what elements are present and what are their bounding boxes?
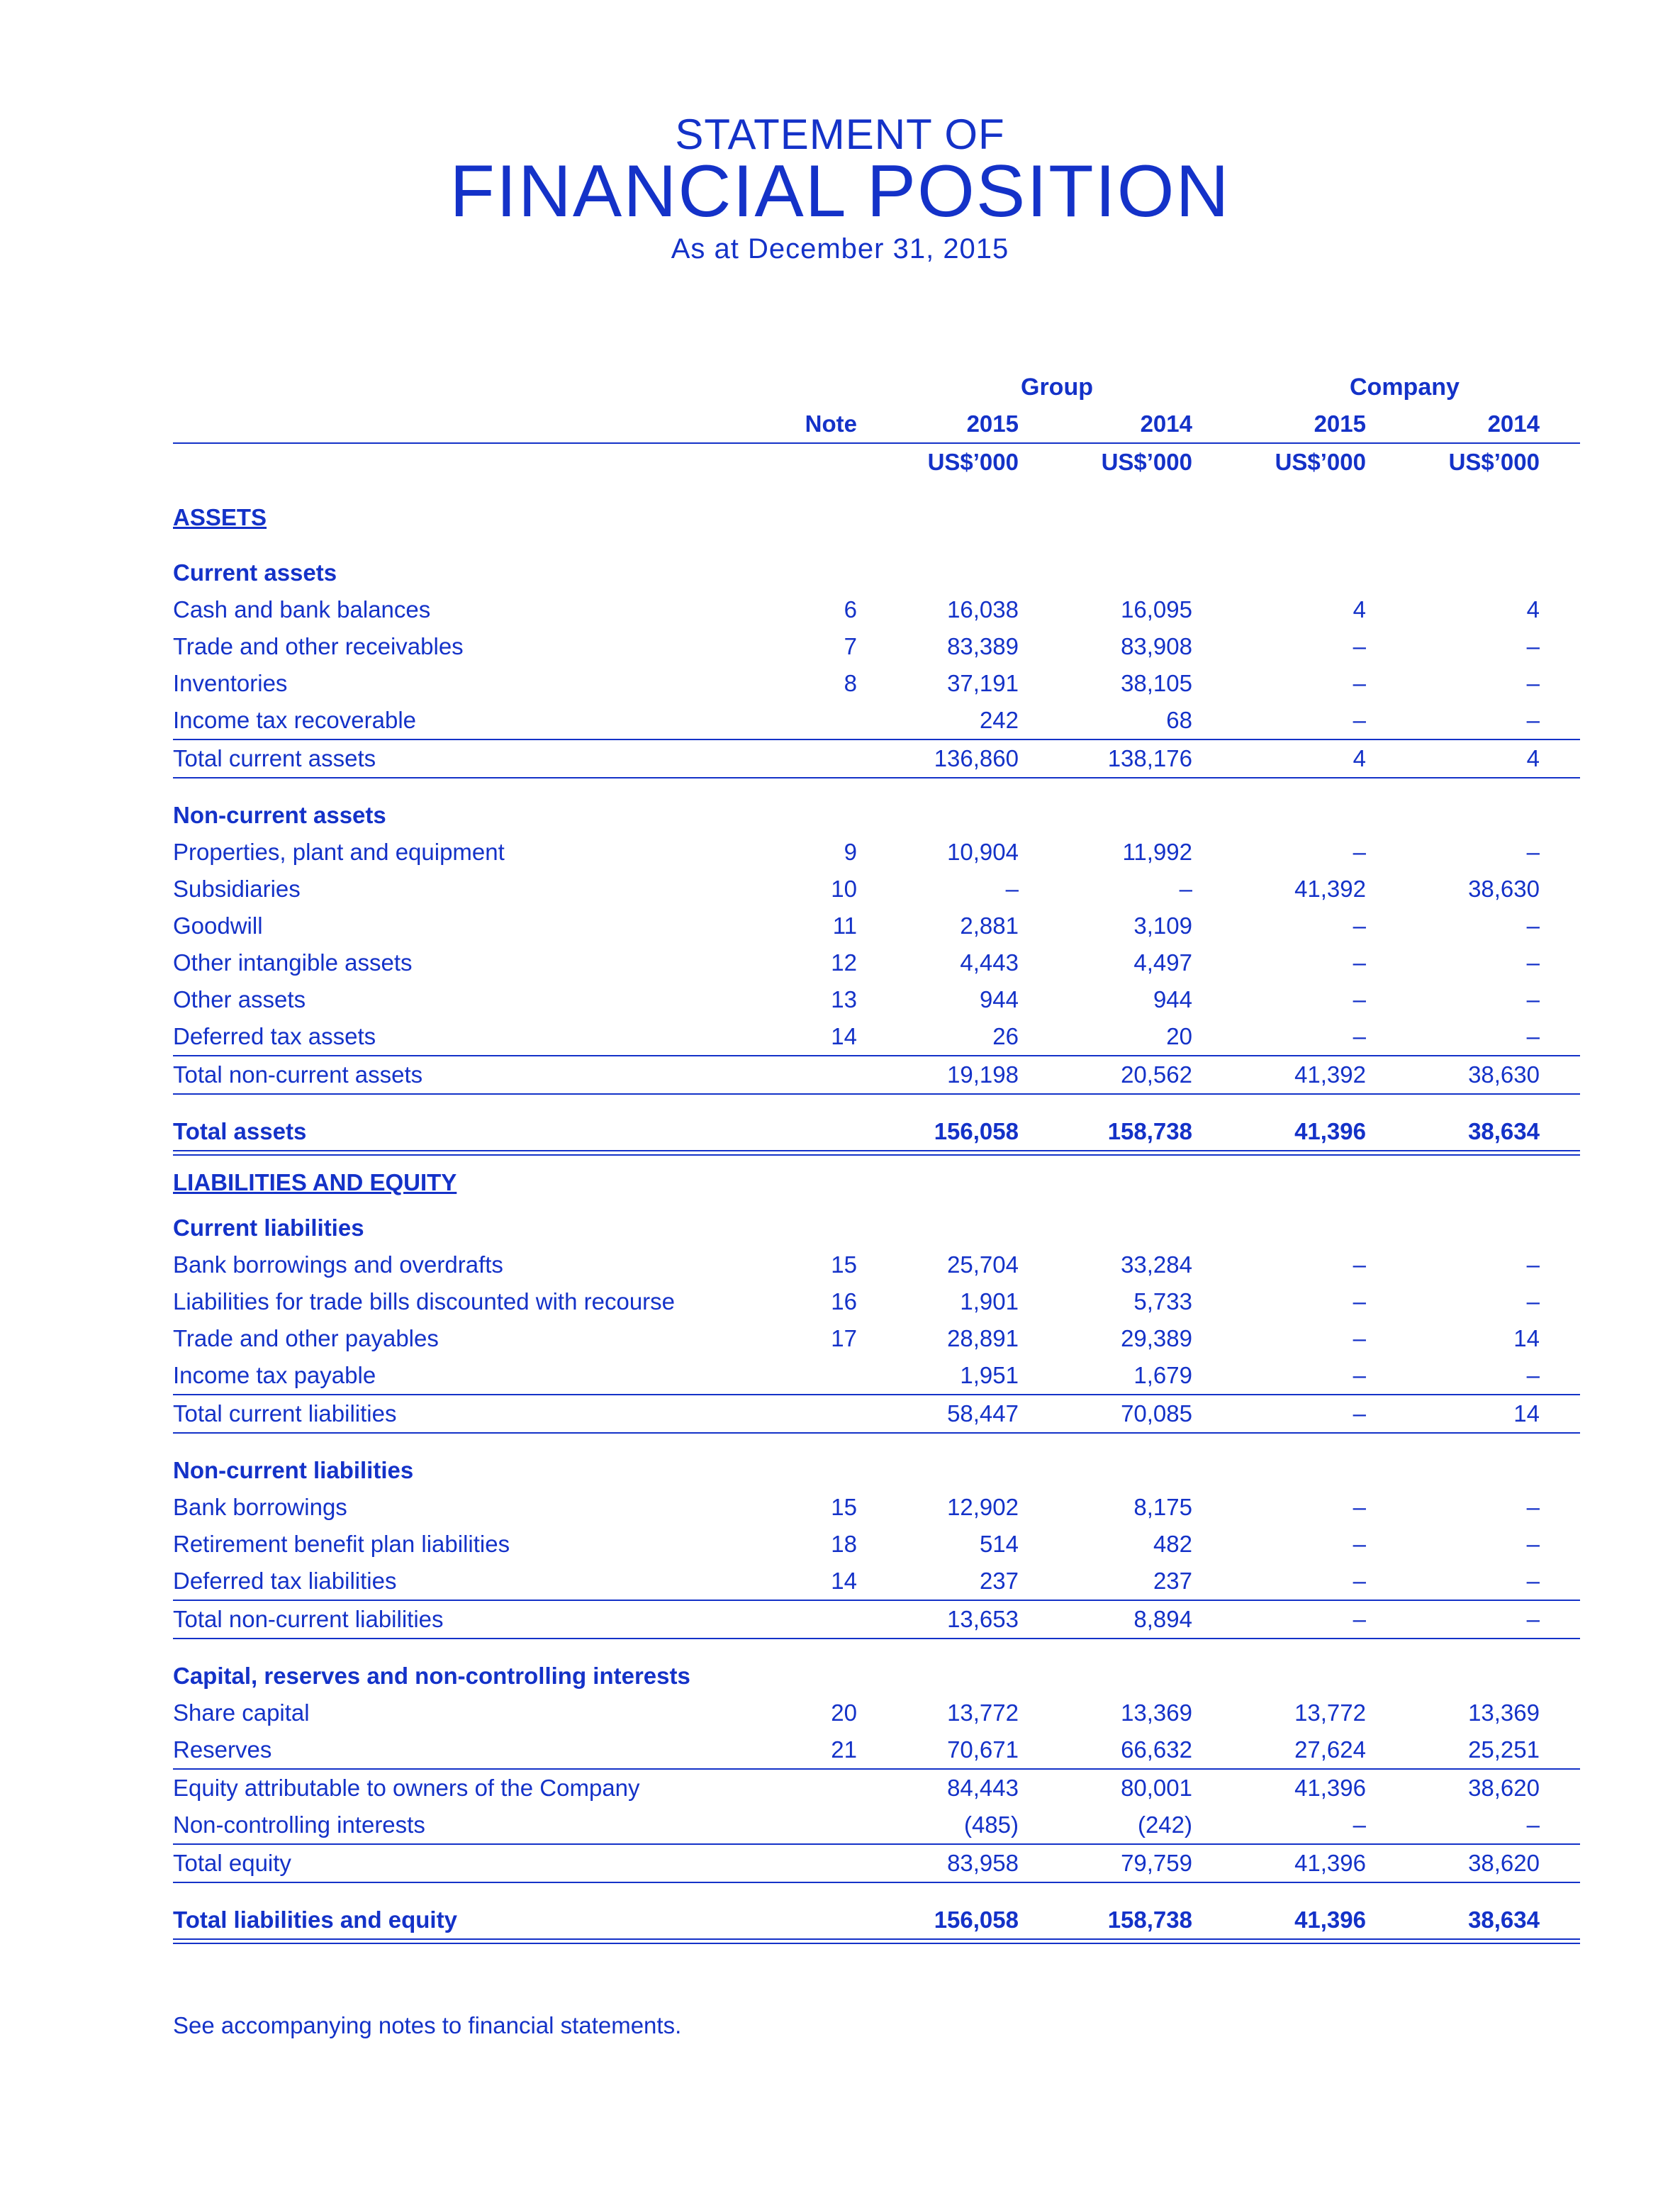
amount-cell: 83,908 [1121,633,1192,659]
amount-cell: – [1353,670,1366,696]
row-label: Bank borrowings and overdrafts [173,1251,503,1278]
amount-cell: 38,620 [1468,1850,1540,1876]
note-ref: 13 [831,986,857,1012]
amount-cell: – [1353,1531,1366,1557]
row-label: Total equity [173,1850,291,1876]
section-heading-liabilities-equity: LIABILITIES AND EQUITY [173,1169,457,1195]
amount-cell: – [1353,1251,1366,1278]
amount-cell: 16,038 [947,596,1019,623]
table-row [173,1731,1580,1768]
subsection-current-assets: Current assets [173,559,337,586]
amount-cell: 12,902 [947,1494,1019,1520]
note-ref: 15 [831,1494,857,1520]
amount-cell: 28,891 [947,1325,1019,1351]
amount-cell: – [1526,1288,1540,1315]
subsection-current-liabilities: Current liabilities [173,1215,364,1241]
amount-cell: – [1526,1023,1540,1049]
row-label: Income tax payable [173,1362,376,1388]
amount-cell: 5,733 [1133,1288,1192,1315]
note-ref: 16 [831,1288,857,1315]
amount-cell: 4,497 [1133,949,1192,976]
title-line-1: STATEMENT OF [675,111,1005,158]
table-row [173,591,1580,628]
amount-cell: 1,679 [1133,1362,1192,1388]
note-ref: 14 [831,1023,857,1049]
amount-cell: 41,396 [1294,1118,1366,1144]
note-ref: 21 [831,1736,857,1763]
amount-cell: 41,392 [1294,1061,1366,1088]
row-label: Trade and other payables [173,1325,439,1351]
amount-cell: – [1353,912,1366,939]
amount-cell: 8,894 [1133,1606,1192,1632]
amount-cell: 13,369 [1121,1699,1192,1726]
amount-cell: 25,704 [947,1251,1019,1278]
row-label: Total current assets [173,745,376,771]
note-ref: 12 [831,949,857,976]
amount-cell: 2,881 [960,912,1019,939]
table-row [173,1563,1580,1600]
note-ref: 9 [844,839,857,865]
year-header: 2015 [966,411,1019,437]
amount-cell: 20,562 [1121,1061,1192,1088]
amount-cell: 944 [979,986,1019,1012]
table-row [173,702,1580,739]
amount-cell: 237 [979,1568,1019,1594]
table-row [173,1695,1580,1731]
note-ref: 18 [831,1531,857,1557]
amount-cell: 29,389 [1121,1325,1192,1351]
group-header: Group [1021,374,1093,401]
row-label: Goodwill [173,912,263,939]
amount-cell: 38,105 [1121,670,1192,696]
note-ref: 6 [844,596,857,623]
table-row [173,1526,1580,1563]
amount-cell: 138,176 [1107,745,1192,771]
amount-cell: – [1005,876,1019,902]
amount-cell: 4,443 [960,949,1019,976]
amount-cell: 38,634 [1468,1907,1540,1933]
amount-cell: – [1526,1812,1540,1838]
total-row [173,1845,1580,1882]
amount-cell: – [1353,986,1366,1012]
amount-cell: – [1353,1568,1366,1594]
total-row [173,1395,1580,1432]
amount-cell: – [1353,633,1366,659]
amount-cell: – [1526,1606,1540,1632]
amount-cell: 14 [1513,1400,1540,1427]
note-ref: 10 [831,876,857,902]
amount-cell: 79,759 [1121,1850,1192,1876]
amount-cell: 156,058 [934,1907,1019,1933]
amount-cell: 944 [1153,986,1192,1012]
subsection-capital: Capital, reserves and non-controlling interests [173,1663,690,1689]
subtitle-date: As at December 31, 2015 [671,233,1009,264]
row-label: Retirement benefit plan liabilities [173,1531,510,1557]
row-label: Inventories [173,670,288,696]
year-header: 2014 [1487,411,1540,437]
amount-cell: – [1526,912,1540,939]
total-row [173,1601,1580,1638]
amount-cell: 70,085 [1121,1400,1192,1427]
amount-cell: 66,632 [1121,1736,1192,1763]
amount-cell: – [1526,1494,1540,1520]
row-label: Income tax recoverable [173,707,417,733]
row-label: Total current liabilities [173,1400,397,1427]
amount-cell: – [1179,876,1192,902]
amount-cell: 242 [979,707,1019,733]
amount-cell: 482 [1153,1531,1192,1557]
amount-cell: 68 [1166,707,1192,733]
amount-cell: 16,095 [1121,596,1192,623]
amount-cell: – [1353,1362,1366,1388]
amount-cell: 37,191 [947,670,1019,696]
table-row [173,1320,1580,1357]
note-ref: 15 [831,1251,857,1278]
row-label: Trade and other receivables [173,633,464,659]
amount-cell: 1,951 [960,1362,1019,1388]
amount-cell: 136,860 [934,745,1019,771]
amount-cell: 8,175 [1133,1494,1192,1520]
amount-cell: 13,369 [1468,1699,1540,1726]
amount-cell: 41,396 [1294,1850,1366,1876]
amount-cell: – [1526,670,1540,696]
row-label: Bank borrowings [173,1494,347,1520]
amount-cell: 4 [1353,745,1366,771]
table-row [173,1283,1580,1320]
note-ref: 20 [831,1699,857,1726]
row-label: Equity attributable to owners of the Company [173,1775,640,1801]
table-row [173,1246,1580,1283]
row-label: Non-controlling interests [173,1812,425,1838]
subsection-non-current-liabilities: Non-current liabilities [173,1457,414,1483]
row-label: Share capital [173,1699,310,1726]
amount-cell: – [1353,1606,1366,1632]
amount-cell: – [1353,839,1366,865]
amount-cell: 13,653 [947,1606,1019,1632]
amount-cell: 14 [1513,1325,1540,1351]
row-label: Reserves [173,1736,272,1763]
amount-cell: 11,992 [1122,839,1192,865]
amount-cell: – [1526,949,1540,976]
amount-cell: 158,738 [1107,1907,1192,1933]
row-label: Total liabilities and equity [173,1907,457,1933]
year-header: 2014 [1140,411,1192,437]
note-ref: 14 [831,1568,857,1594]
unit-header: US$’000 [1448,449,1540,475]
row-label: Liabilities for trade bills discounted with recourse [173,1288,676,1315]
amount-cell: – [1526,707,1540,733]
amount-cell: 70,671 [947,1736,1019,1763]
amount-cell: 84,443 [947,1775,1019,1801]
amount-cell: – [1353,1494,1366,1520]
amount-cell: – [1526,986,1540,1012]
note-ref: 8 [844,670,857,696]
amount-cell: 514 [979,1531,1019,1557]
amount-cell: – [1353,1288,1366,1315]
header-year-row [173,406,1580,442]
row-label: Total non-current assets [173,1061,423,1088]
total-row [173,1807,1580,1843]
amount-cell: 26 [992,1023,1019,1049]
amount-cell: 58,447 [947,1400,1019,1427]
amount-cell: (485) [963,1812,1019,1838]
note-header: Note [805,411,857,437]
amount-cell: 41,396 [1294,1775,1366,1801]
amount-cell: 41,392 [1294,876,1366,902]
total-row [173,740,1580,777]
amount-cell: 19,198 [947,1061,1019,1088]
footnote: See accompanying notes to financial statements. [173,2012,682,2038]
amount-cell: 4 [1526,596,1540,623]
table-row [173,1489,1580,1526]
amount-cell: – [1526,839,1540,865]
amount-cell: – [1353,949,1366,976]
amount-cell: 38,630 [1468,1061,1540,1088]
amount-cell: 13,772 [947,1699,1019,1726]
amount-cell: 80,001 [1121,1775,1192,1801]
amount-cell: 10,904 [947,839,1019,865]
note-ref: 17 [831,1325,857,1351]
row-label: Total non-current liabilities [173,1606,444,1632]
amount-cell: 33,284 [1121,1251,1192,1278]
year-header: 2015 [1314,411,1366,437]
row-label: Properties, plant and equipment [173,839,505,865]
amount-cell: 4 [1526,745,1540,771]
row-label: Deferred tax liabilities [173,1568,397,1594]
unit-header: US$’000 [927,449,1019,475]
amount-cell: 13,772 [1294,1699,1366,1726]
amount-cell: 1,901 [960,1288,1019,1315]
row-label: Deferred tax assets [173,1023,376,1049]
amount-cell: – [1353,1400,1366,1427]
row-label: Total assets [173,1118,307,1144]
header-group-row [173,369,1580,406]
row-label: Other intangible assets [173,949,413,976]
table-row [173,628,1580,665]
amount-cell: 156,058 [934,1118,1019,1144]
amount-cell: 38,630 [1468,876,1540,902]
amount-cell: 158,738 [1107,1118,1192,1144]
amount-cell: 41,396 [1294,1907,1366,1933]
amount-cell: – [1353,1325,1366,1351]
table-row [173,1357,1580,1394]
table-row [173,981,1580,1018]
table-row [173,944,1580,981]
amount-cell: – [1353,1812,1366,1838]
amount-cell: – [1526,633,1540,659]
note-ref: 11 [832,912,857,939]
amount-cell: – [1526,1568,1540,1594]
company-header: Company [1350,374,1460,401]
section-heading-assets: ASSETS [173,504,267,530]
amount-cell: 27,624 [1294,1736,1366,1763]
row-label: Cash and bank balances [173,596,431,623]
amount-cell: 20 [1166,1023,1192,1049]
amount-cell: 4 [1353,596,1366,623]
financial-statement-table [173,369,1580,1944]
amount-cell: 38,634 [1468,1118,1540,1144]
total-row [173,1770,1580,1807]
header-unit-row [173,444,1580,481]
total-row [173,1113,1580,1150]
amount-cell: 38,620 [1468,1775,1540,1801]
table-row [173,1018,1580,1055]
table-row [173,871,1580,908]
total-row [173,1902,1580,1938]
unit-header: US$’000 [1101,449,1192,475]
amount-cell: 83,389 [947,633,1019,659]
note-ref: 7 [844,633,857,659]
amount-cell: 25,251 [1468,1736,1540,1763]
table-row [173,834,1580,871]
amount-cell: (242) [1137,1812,1192,1838]
row-label: Other assets [173,986,306,1012]
amount-cell: – [1526,1362,1540,1388]
amount-cell: – [1526,1251,1540,1278]
unit-header: US$’000 [1275,449,1366,475]
table-row [173,908,1580,944]
amount-cell: – [1526,1531,1540,1557]
amount-cell: – [1353,707,1366,733]
row-label: Subsidiaries [173,876,301,902]
table-row [173,665,1580,702]
amount-cell: 237 [1153,1568,1192,1594]
amount-cell: 83,958 [947,1850,1019,1876]
amount-cell: – [1353,1023,1366,1049]
title-line-2: FINANCIAL POSITION [449,150,1231,233]
amount-cell: 3,109 [1133,912,1192,939]
subsection-non-current-assets: Non-current assets [173,802,386,828]
total-row [173,1056,1580,1093]
